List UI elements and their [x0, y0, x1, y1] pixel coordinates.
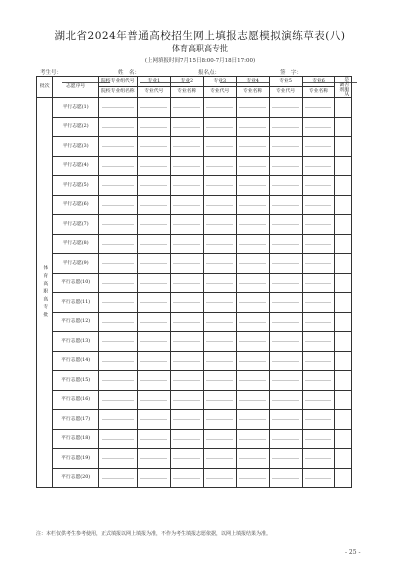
major-cell[interactable]: [170, 156, 203, 176]
major-cell[interactable]: [269, 117, 302, 137]
major-cell[interactable]: [203, 273, 236, 293]
major-cell[interactable]: [236, 117, 269, 137]
major-1-header: 专业1: [137, 77, 170, 87]
major-cell[interactable]: [170, 312, 203, 332]
major-cell[interactable]: [203, 371, 236, 391]
volunteer-label-text: 平行志愿(14): [61, 358, 91, 364]
major-cell[interactable]: [137, 234, 170, 254]
table-row: [37, 273, 352, 293]
adjust-cell[interactable]: [335, 98, 352, 118]
major-cell[interactable]: [302, 390, 335, 410]
adjust-cell[interactable]: [335, 293, 352, 313]
major-subheader: 专业代号: [137, 87, 170, 98]
volunteer-label: [53, 98, 98, 118]
exam-no-label: 考生号：: [40, 70, 63, 76]
major-cell[interactable]: [269, 390, 302, 410]
major-cell[interactable]: [170, 98, 203, 118]
volunteer-label: [53, 137, 98, 157]
table-row: [37, 332, 352, 352]
major-cell[interactable]: [137, 468, 170, 488]
school-code-cell[interactable]: [98, 332, 137, 352]
school-name-header: 院校专业组名称: [98, 87, 137, 98]
volunteer-label: [53, 332, 98, 352]
major-cell[interactable]: [137, 449, 170, 469]
major-cell[interactable]: [203, 195, 236, 215]
major-cell[interactable]: [170, 176, 203, 196]
volunteer-label-text: 平行志愿(6): [62, 202, 89, 208]
major-cell[interactable]: [170, 273, 203, 293]
table-row: [37, 137, 352, 157]
school-code-cell[interactable]: [98, 117, 137, 137]
volunteer-label: [53, 371, 98, 391]
volunteer-label: [53, 117, 98, 137]
major-cell[interactable]: [236, 273, 269, 293]
major-cell[interactable]: [269, 176, 302, 196]
footnote: 注：本栏仅供考生参考使用，正式填报以网上填报为准，不作为考生填报志愿依据，以网上填报结果为准。: [36, 531, 272, 537]
major-cell[interactable]: [170, 351, 203, 371]
major-cell[interactable]: [170, 468, 203, 488]
major-cell[interactable]: [269, 156, 302, 176]
volunteer-label: [53, 293, 98, 313]
school-code-header: 院校专业组代号: [98, 77, 137, 87]
major-6-header: 专业6: [302, 77, 335, 87]
volunteer-label: [53, 156, 98, 176]
volunteer-label: [53, 176, 98, 196]
major-cell[interactable]: [170, 117, 203, 137]
table-row: [37, 254, 352, 274]
major-cell[interactable]: [137, 98, 170, 118]
major-cell[interactable]: [302, 176, 335, 196]
major-cell[interactable]: [236, 215, 269, 235]
school-code-cell[interactable]: [98, 254, 137, 274]
volunteer-label-text: 平行志愿(3): [62, 143, 89, 149]
major-cell[interactable]: [203, 176, 236, 196]
table-row: [37, 234, 352, 254]
major-3-header: 专业3: [203, 77, 236, 87]
school-code-cell[interactable]: [98, 410, 137, 430]
major-cell[interactable]: [203, 351, 236, 371]
major-cell[interactable]: [236, 390, 269, 410]
adjust-cell[interactable]: [335, 312, 352, 332]
major-cell[interactable]: [203, 332, 236, 352]
signature-label: 签 字：: [280, 70, 303, 76]
major-cell[interactable]: [302, 156, 335, 176]
major-cell[interactable]: [170, 137, 203, 157]
major-cell[interactable]: [170, 293, 203, 313]
major-cell[interactable]: [236, 429, 269, 449]
school-code-cell[interactable]: [98, 468, 137, 488]
major-cell[interactable]: [236, 410, 269, 430]
major-cell[interactable]: [203, 390, 236, 410]
major-cell[interactable]: [137, 390, 170, 410]
major-cell[interactable]: [236, 312, 269, 332]
batch-category-cell: 体育高职高专批: [37, 98, 53, 488]
major-cell[interactable]: [302, 449, 335, 469]
major-cell[interactable]: [137, 195, 170, 215]
volunteer-label: [53, 351, 98, 371]
table-row: [37, 351, 352, 371]
volunteer-label-text: 平行志愿(17): [61, 416, 91, 422]
major-cell[interactable]: [203, 312, 236, 332]
major-cell[interactable]: [236, 156, 269, 176]
adjust-cell[interactable]: [335, 215, 352, 235]
school-code-cell[interactable]: [98, 98, 137, 118]
major-cell[interactable]: [269, 98, 302, 118]
adjust-cell[interactable]: [335, 254, 352, 274]
volunteer-label-text: 平行志愿(9): [62, 260, 89, 266]
major-cell[interactable]: [203, 156, 236, 176]
major-cell[interactable]: [269, 449, 302, 469]
adjust-cell[interactable]: [335, 195, 352, 215]
page-number: - 25 -: [345, 549, 361, 556]
major-cell[interactable]: [137, 410, 170, 430]
adjust-cell[interactable]: [335, 468, 352, 488]
major-cell[interactable]: [137, 215, 170, 235]
table-row: [37, 449, 352, 469]
school-code-cell[interactable]: [98, 176, 137, 196]
major-cell[interactable]: [170, 449, 203, 469]
school-code-cell[interactable]: [98, 351, 137, 371]
major-cell[interactable]: [137, 293, 170, 313]
major-cell[interactable]: [236, 293, 269, 313]
major-cell[interactable]: [203, 468, 236, 488]
table-row: [37, 371, 352, 391]
major-cell[interactable]: [203, 254, 236, 274]
major-cell[interactable]: [269, 429, 302, 449]
major-cell[interactable]: [203, 137, 236, 157]
major-subheader: 专业名称: [170, 87, 203, 98]
name-label: 姓 名：: [118, 70, 141, 76]
table-row: [37, 176, 352, 196]
major-subheader: 专业代号: [203, 87, 236, 98]
major-cell[interactable]: [269, 312, 302, 332]
major-cell[interactable]: [302, 215, 335, 235]
adjust-cell[interactable]: [335, 371, 352, 391]
volunteer-label: [53, 390, 98, 410]
major-cell[interactable]: [236, 254, 269, 274]
major-cell[interactable]: [137, 332, 170, 352]
batch-header: 批次: [37, 77, 53, 98]
table-row: [37, 390, 352, 410]
major-cell[interactable]: [269, 332, 302, 352]
major-cell[interactable]: [269, 410, 302, 430]
school-code-cell[interactable]: [98, 293, 137, 313]
school-code-cell[interactable]: [98, 195, 137, 215]
school-code-cell[interactable]: [98, 429, 137, 449]
major-cell[interactable]: [137, 312, 170, 332]
major-cell[interactable]: [203, 215, 236, 235]
batch-subtitle: 体育高职高专批: [172, 44, 228, 53]
adjust-cell[interactable]: [335, 273, 352, 293]
volunteer-label-text: 平行志愿(4): [62, 163, 89, 169]
major-cell[interactable]: [236, 98, 269, 118]
school-code-cell[interactable]: [98, 137, 137, 157]
adjust-cell[interactable]: [335, 156, 352, 176]
table-row: [37, 117, 352, 137]
major-cell[interactable]: [302, 98, 335, 118]
volunteer-label-text: 平行志愿(18): [61, 436, 91, 442]
major-cell[interactable]: [137, 156, 170, 176]
major-cell[interactable]: [269, 234, 302, 254]
major-cell[interactable]: [269, 468, 302, 488]
volunteer-label-text: 平行志愿(10): [61, 280, 91, 286]
volunteer-label: [53, 429, 98, 449]
major-cell[interactable]: [137, 117, 170, 137]
major-cell[interactable]: [137, 254, 170, 274]
major-cell[interactable]: [269, 371, 302, 391]
major-cell[interactable]: [302, 293, 335, 313]
major-cell[interactable]: [137, 273, 170, 293]
adjust-cell[interactable]: [335, 137, 352, 157]
major-cell[interactable]: [236, 234, 269, 254]
volunteer-label-text: 平行志愿(15): [61, 377, 91, 383]
volunteer-label-text: 平行志愿(13): [61, 338, 91, 344]
major-4-header: 专业4: [236, 77, 269, 87]
major-cell[interactable]: [170, 371, 203, 391]
school-code-cell[interactable]: [98, 234, 137, 254]
major-cell[interactable]: [236, 468, 269, 488]
school-code-cell[interactable]: [98, 156, 137, 176]
adjust-cell[interactable]: [335, 449, 352, 469]
school-code-cell[interactable]: [98, 312, 137, 332]
major-cell[interactable]: [203, 429, 236, 449]
major-cell[interactable]: [170, 332, 203, 352]
table-row: [37, 215, 352, 235]
adjust-cell[interactable]: [335, 176, 352, 196]
table-row: [37, 195, 352, 215]
major-cell[interactable]: [236, 449, 269, 469]
table-row: [37, 410, 352, 430]
major-cell[interactable]: [203, 117, 236, 137]
major-cell[interactable]: [269, 351, 302, 371]
table-row: [37, 468, 352, 488]
table-row: [37, 98, 352, 118]
volunteer-label: [53, 273, 98, 293]
major-2-header: 专业2: [170, 77, 203, 87]
adjust-cell[interactable]: [335, 351, 352, 371]
adjust-cell[interactable]: [335, 117, 352, 137]
school-code-cell[interactable]: [98, 371, 137, 391]
adjust-cell[interactable]: [335, 410, 352, 430]
major-cell[interactable]: [137, 429, 170, 449]
major-cell[interactable]: [236, 176, 269, 196]
school-code-cell[interactable]: [98, 390, 137, 410]
major-cell[interactable]: [236, 332, 269, 352]
major-cell[interactable]: [269, 195, 302, 215]
major-cell[interactable]: [170, 429, 203, 449]
adjust-cell[interactable]: [335, 429, 352, 449]
major-cell[interactable]: [236, 351, 269, 371]
major-cell[interactable]: [269, 273, 302, 293]
school-code-cell[interactable]: [98, 449, 137, 469]
volunteer-table: [36, 76, 352, 488]
major-cell[interactable]: [302, 429, 335, 449]
volunteer-label: [53, 254, 98, 274]
major-cell[interactable]: [302, 371, 335, 391]
class-label: 报名点：: [198, 70, 221, 76]
time-note: (上网填报时间7月15日8:00-7月18日17:00): [144, 58, 256, 64]
volunteer-label: [53, 215, 98, 235]
major-subheader: 专业代号: [269, 87, 302, 98]
adjust-header: 是否服从调剂: [335, 77, 352, 98]
volunteer-label: [53, 410, 98, 430]
major-cell[interactable]: [302, 137, 335, 157]
table-row: [37, 293, 352, 313]
major-cell[interactable]: [170, 410, 203, 430]
major-cell[interactable]: [203, 293, 236, 313]
volunteer-label-text: 平行志愿(16): [61, 397, 91, 403]
volunteer-label: [53, 449, 98, 469]
major-cell[interactable]: [302, 254, 335, 274]
adjust-cell[interactable]: [335, 234, 352, 254]
major-cell[interactable]: [170, 254, 203, 274]
major-cell[interactable]: [170, 215, 203, 235]
major-cell[interactable]: [236, 371, 269, 391]
volunteer-label-text: 平行志愿(1): [62, 104, 89, 110]
major-cell[interactable]: [203, 98, 236, 118]
major-cell[interactable]: [137, 176, 170, 196]
volunteer-label-text: 平行志愿(12): [61, 319, 91, 325]
major-subheader: 专业名称: [236, 87, 269, 98]
school-code-cell[interactable]: [98, 215, 137, 235]
volunteer-label-text: 平行志愿(7): [62, 221, 89, 227]
major-cell[interactable]: [302, 332, 335, 352]
volunteer-label-text: 平行志愿(20): [61, 475, 91, 481]
major-cell[interactable]: [236, 137, 269, 157]
major-cell[interactable]: [137, 371, 170, 391]
volunteer-label: [53, 468, 98, 488]
volunteer-label-text: 平行志愿(5): [62, 182, 89, 188]
major-cell[interactable]: [302, 117, 335, 137]
major-cell[interactable]: [302, 273, 335, 293]
major-cell[interactable]: [269, 254, 302, 274]
major-cell[interactable]: [137, 137, 170, 157]
major-cell[interactable]: [269, 293, 302, 313]
major-cell[interactable]: [236, 195, 269, 215]
volunteer-label-text: 平行志愿(19): [61, 455, 91, 461]
major-subheader: 专业名称: [302, 87, 335, 98]
volunteer-label: [53, 234, 98, 254]
major-cell[interactable]: [302, 351, 335, 371]
volunteer-label-text: 平行志愿(2): [62, 124, 89, 130]
major-cell[interactable]: [302, 410, 335, 430]
major-cell[interactable]: [137, 351, 170, 371]
major-cell[interactable]: [170, 195, 203, 215]
major-cell[interactable]: [302, 312, 335, 332]
major-cell[interactable]: [269, 137, 302, 157]
table-row: [37, 312, 352, 332]
major-cell[interactable]: [203, 234, 236, 254]
major-cell[interactable]: [302, 234, 335, 254]
volunteer-label-text: 平行志愿(8): [62, 241, 89, 247]
major-cell[interactable]: [203, 410, 236, 430]
adjust-cell[interactable]: [335, 390, 352, 410]
major-cell[interactable]: [170, 234, 203, 254]
major-cell[interactable]: [170, 390, 203, 410]
volunteer-header: 志愿序号: [53, 77, 98, 98]
volunteer-label-text: 平行志愿(11): [61, 299, 91, 305]
major-5-header: 专业5: [269, 77, 302, 87]
major-cell[interactable]: [269, 215, 302, 235]
school-code-cell[interactable]: [98, 273, 137, 293]
major-cell[interactable]: [302, 468, 335, 488]
volunteer-label: [53, 195, 98, 215]
major-cell[interactable]: [203, 449, 236, 469]
table-row: [37, 429, 352, 449]
adjust-cell[interactable]: [335, 332, 352, 352]
page-title: 湖北省2024年普通高校招生网上填报志愿模拟演练草表(八): [54, 30, 346, 42]
major-cell[interactable]: [302, 195, 335, 215]
table-row: [37, 156, 352, 176]
volunteer-label: [53, 312, 98, 332]
